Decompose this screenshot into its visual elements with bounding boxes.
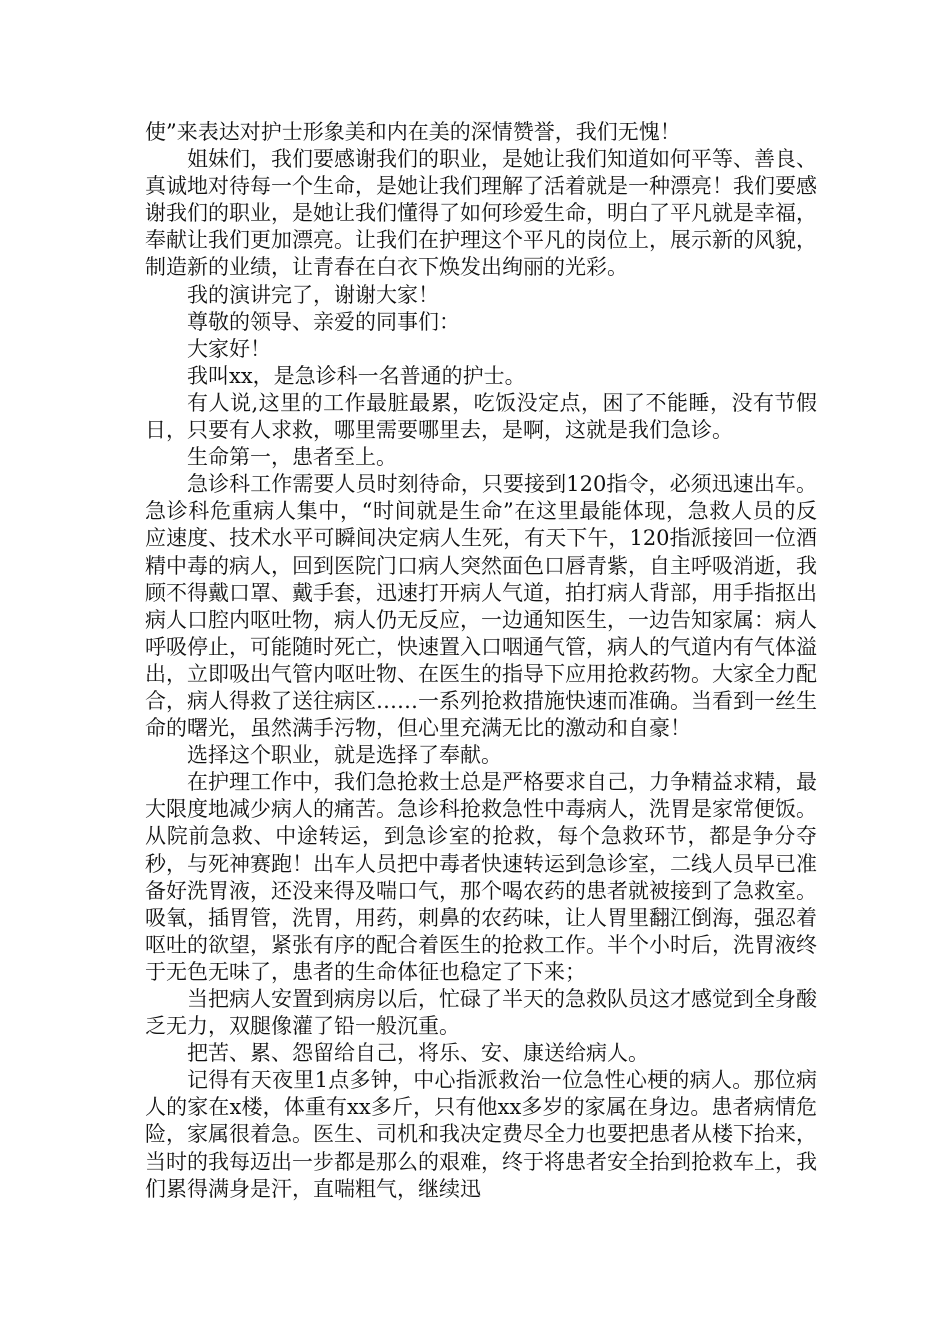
paragraph-1: 使”来表达对护士形象美和内在美的深情赞誉，我们无愧！ [145,120,681,144]
paragraph-3: 我的演讲完了，谢谢大家！ [187,282,439,307]
paragraph-14: 记得有天夜里1点多钟，中心指派救治一位急性心梗的病人。那位病人的家在x楼，体重有xx多斤，只有他xx多岁的家属在身边。患者病情危险，家属很着急。医生、司机和我决定费尽全力也要把患者从楼下抬来，当时的我每迈出一步都是那么的艰难，终于将患者安全抬到抢救车上，我们累得满身是汗，直喘粗气，继续迅 [145,1068,817,1201]
paragraph-13: 把苦、累、怨留给自己，将乐、安、康送给病人。 [187,1041,649,1066]
paragraph-4: 尊敬的领导、亲爱的同事们： [187,309,460,334]
paragraph-2: 姐妹们，我们要感谢我们的职业，是她让我们知道如何平等、善良、真诚地对待每一个生命，是她让我们理解了活着就是一种漂亮！我们要感谢我们的职业，是她让我们懂得了如何珍爱生命，明白了平凡就是幸福，奉献让我们更加漂亮。让我们在护理这个平凡的岗位上，展示新的风貌，制造新的业绩，让青春在白衣下焕发出绚丽的光彩。 [145,147,817,280]
paragraph-12: 当把病人安置到病房以后，忙碌了半天的急救队员这才感觉到全身酸乏无力，双腿像灌了铅一般沉重。 [145,987,817,1039]
paragraph-8: 生命第一，患者至上。 [187,445,397,470]
document-body [145,119,817,1203]
paragraph-5: 大家好！ [187,336,271,361]
paragraph-11: 在护理工作中，我们急抢救士总是严格要求自己，力争精益求精，最大限度地减少病人的痛苦。急诊科抢救急性中毒病人，洗胃是家常便饭。从院前急救、中途转运，到急诊室的抢救，每个急救环节，都是争分夺秒，与死神赛跑！出车人员把中毒者快速转运到急诊室，二线人员早已准备好洗胃液，还没来得及喘口气，那个喝农药的患者就被接到了急救室。吸氧，插胃管，洗胃，用药，刺鼻的农药味，让人胃里翻江倒海，强忍着呕吐的欲望，紧张有序的配合着医生的抢救工作。半个小时后，洗胃液终于无色无味了，患者的生命体征也稳定了下来； [145,770,817,984]
paragraph-10: 选择这个职业，就是选择了奉献。 [187,743,502,768]
paragraph-9: 急诊科工作需要人员时刻待命，只要接到120指令，必须迅速出车。急诊科危重病人集中，“时间就是生命”在这里最能体现，急救人员的反应速度、技术水平可瞬间决定病人生死，有天下午，120指派接回一位酒精中毒的病人，回到医院门口病人突然面色口唇青紫，自主呼吸消逝，我顾不得戴口罩、戴手套，迅速打开病人气道，拍打病人背部，用手指抠出病人口腔内呕吐物，病人仍无反应，一边通知医生，一边告知家属：病人呼吸停止，可能随时死亡，快速置入口咽通气管，病人的气道内有气体溢出，立即吸出气管内呕吐物、在医生的指导下应用抢救药物。大家全力配合，病人得救了送往病区……一系列抢救措施快速而准确。当看到一丝生命的曙光，虽然满手污物，但心里充满无比的激动和自豪！ [145,472,817,741]
paragraph-7: 有人说,这里的工作最脏最累，吃饭没定点，困了不能睡，没有节假日，只要有人求救，哪里需要哪里去，是啊，这就是我们急诊。 [145,390,817,443]
paragraph-6: 我叫xx，是急诊科一名普通的护士。 [187,363,526,388]
